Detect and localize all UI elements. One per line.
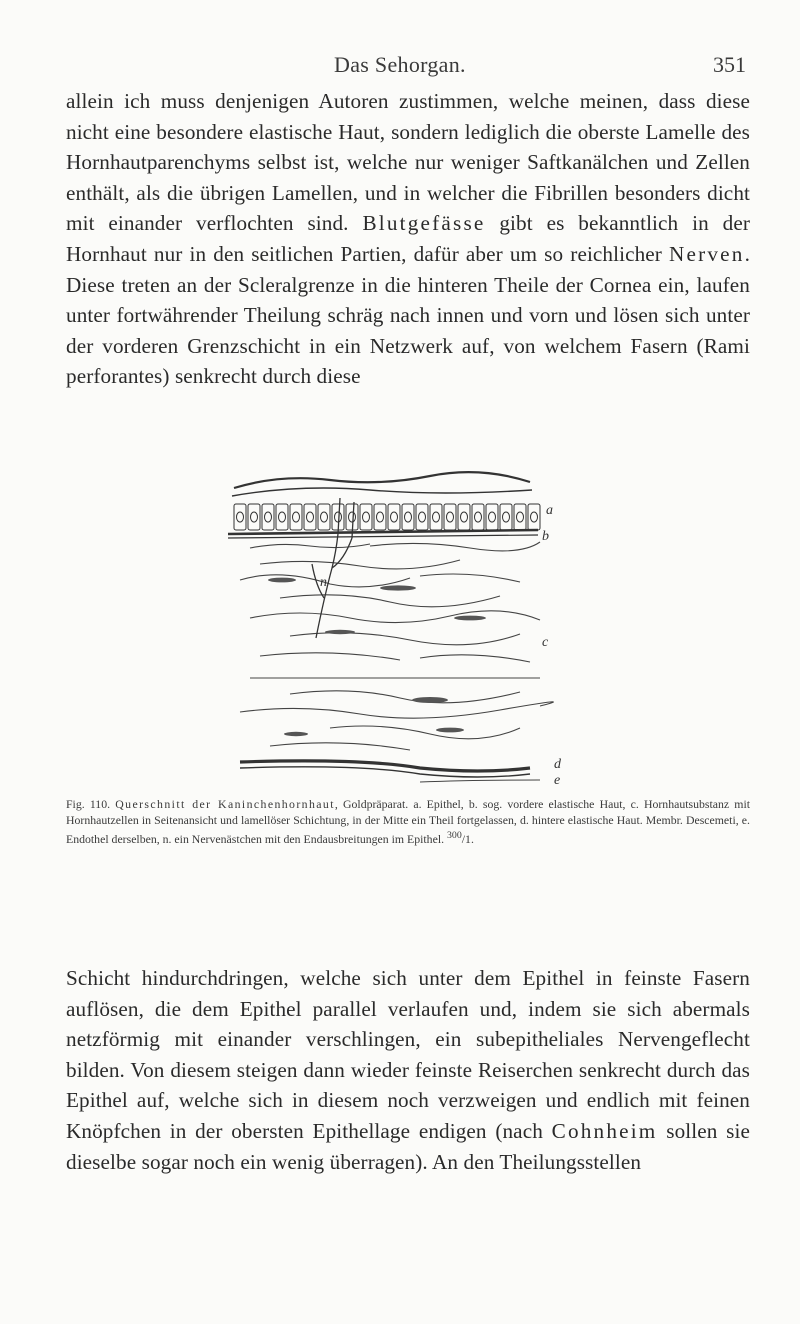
running-header (66, 52, 746, 82)
term-nerven: Nerven (669, 241, 745, 266)
paragraph-1-text-c: . Diese treten an der Scleralgrenze in die hinteren Theile der Cornea ein, laufen unter fortwährender Theilung schräg nach innen und vorn und lösen sich unter der vorderen Grenzschicht in ein Netzwerk auf, von welchem Fasern (Rami perforantes) senkrecht durch diese (66, 241, 750, 389)
endothelium-layer (420, 780, 540, 782)
page-number: 351 (713, 52, 746, 77)
epithelial-cell (276, 504, 288, 530)
epithelial-cell (262, 504, 274, 530)
epithelial-nucleus (419, 512, 426, 522)
label-e: e (554, 773, 561, 788)
epithelial-nucleus (475, 512, 482, 522)
epithelial-nucleus (461, 512, 468, 522)
epithelial-cell (304, 504, 316, 530)
epithelial-nucleus (237, 512, 244, 522)
caption-text: , Goldpräparat. a. Epithel, b. sog. vordere elastische Haut, c. Hornhautsubstanz mit Hornhautzellen in Seitenansicht und lamellöser Schichtung, in der Mitte ein Theil fortgelassen, d. hintere elastische Haut. Membr. Descemeti, e. Endothel derselben, n. ein Nervenästchen mit den Endausbreitungen im Epithel. (66, 797, 751, 847)
epithelial-nucleus (279, 512, 286, 522)
epithelial-nucleus (251, 512, 258, 522)
paragraph-2-text-a: Schicht hindurchdringen, welche sich unter dem Epithel in feinste Fasern auflösen, die dem Epithel parallel verlaufen und, indem sie sich abermals netzförmig mit einander verschlingen, ein subepitheliales Nervengeflecht bilden. Von diesem steigen dann wieder feinste Reiserchen senkrecht durch das Epithel auf, welche sich in diesem noch verzweigen und endlich mit feinen Knöpfchen in der obersten Epithellage endigen (nach (66, 966, 750, 1143)
epithelial-cell (346, 504, 358, 530)
epithelial-cell (486, 504, 498, 530)
epithelial-nucleus (405, 512, 412, 522)
paragraph-1-text-b: gibt es bekanntlich in der Hornhaut nur in den seitlichen Partien, dafür aber um so reichlicher (66, 211, 750, 266)
epithelial-nucleus (377, 512, 384, 522)
caption-fig-number: Fig. 110. (66, 797, 111, 811)
figure-caption (66, 797, 750, 848)
epithelial-cell (374, 504, 386, 530)
epithelial-nucleus (363, 512, 370, 522)
epithelial-nucleus (307, 512, 314, 522)
epithelial-cell (248, 504, 260, 530)
body-paragraph-2 (66, 963, 750, 1177)
epithelial-nucleus (503, 512, 510, 522)
epithelial-cell (360, 504, 372, 530)
epithelial-nucleus (335, 512, 342, 522)
paragraph-2-text-b: sollen sie dieselbe sogar noch ein wenig überragen). An den Theilungsstellen (66, 1118, 750, 1174)
epithelial-nucleus (321, 512, 328, 522)
epithelial-cell (500, 504, 512, 530)
epithelial-cell (430, 504, 442, 530)
cornea-illustration (220, 468, 580, 788)
epithelial-cell (234, 504, 246, 530)
epithelial-cell (318, 504, 330, 530)
epithelial-cell (402, 504, 414, 530)
caption-magnification-suffix: /1. (461, 832, 474, 847)
epithelial-nucleus (517, 512, 524, 522)
epithelial-nucleus (489, 512, 496, 522)
caption-title: Querschnitt der Kaninchenhornhaut (115, 797, 335, 811)
epithelial-nucleus (293, 512, 300, 522)
epithelial-nucleus (265, 512, 272, 522)
label-n: n (320, 575, 327, 590)
label-b: b (542, 529, 549, 544)
running-title: Das Sehorgan. (334, 52, 466, 77)
epithelial-cell (444, 504, 456, 530)
label-d: d (554, 757, 561, 772)
epithelial-cell (416, 504, 428, 530)
epithelial-nucleus (391, 512, 398, 522)
paragraph-1-text-a: allein ich muss denjenigen Autoren zustimmen, welche meinen, dass diese nicht eine besondere elastische Haut, sondern lediglich die oberste Lamelle des Hornhautparenchyms selbst ist, welche nur weniger Saftkanälchen und Zellen enthält, als die übrigen Lamellen, und in welcher die Fibrillen besonders dicht mit einander verflochten sind. (66, 89, 750, 236)
term-blutgefaesse: Blutgefässe (362, 211, 486, 236)
epithelial-cell (388, 504, 400, 530)
author-cohnheim: Cohnheim (551, 1118, 658, 1143)
descemet-membrane (240, 761, 530, 777)
caption-magnification: 300 (447, 830, 462, 842)
epithelial-cell (514, 504, 526, 530)
stroma-lamellae (240, 542, 553, 750)
figure-110-cornea-cross-section (220, 468, 580, 788)
epithelial-cell (290, 504, 302, 530)
epithelial-cell (458, 504, 470, 530)
epithelial-cell (528, 504, 540, 530)
label-a: a (546, 503, 553, 518)
epithelial-nucleus (447, 512, 454, 522)
body-paragraph-1 (66, 86, 750, 392)
label-c: c (542, 635, 549, 650)
epithelial-nucleus (349, 512, 356, 522)
epithelial-nucleus (433, 512, 440, 522)
epithelial-cell (472, 504, 484, 530)
epithelium-layer (228, 472, 540, 538)
epithelial-nucleus (531, 512, 538, 522)
